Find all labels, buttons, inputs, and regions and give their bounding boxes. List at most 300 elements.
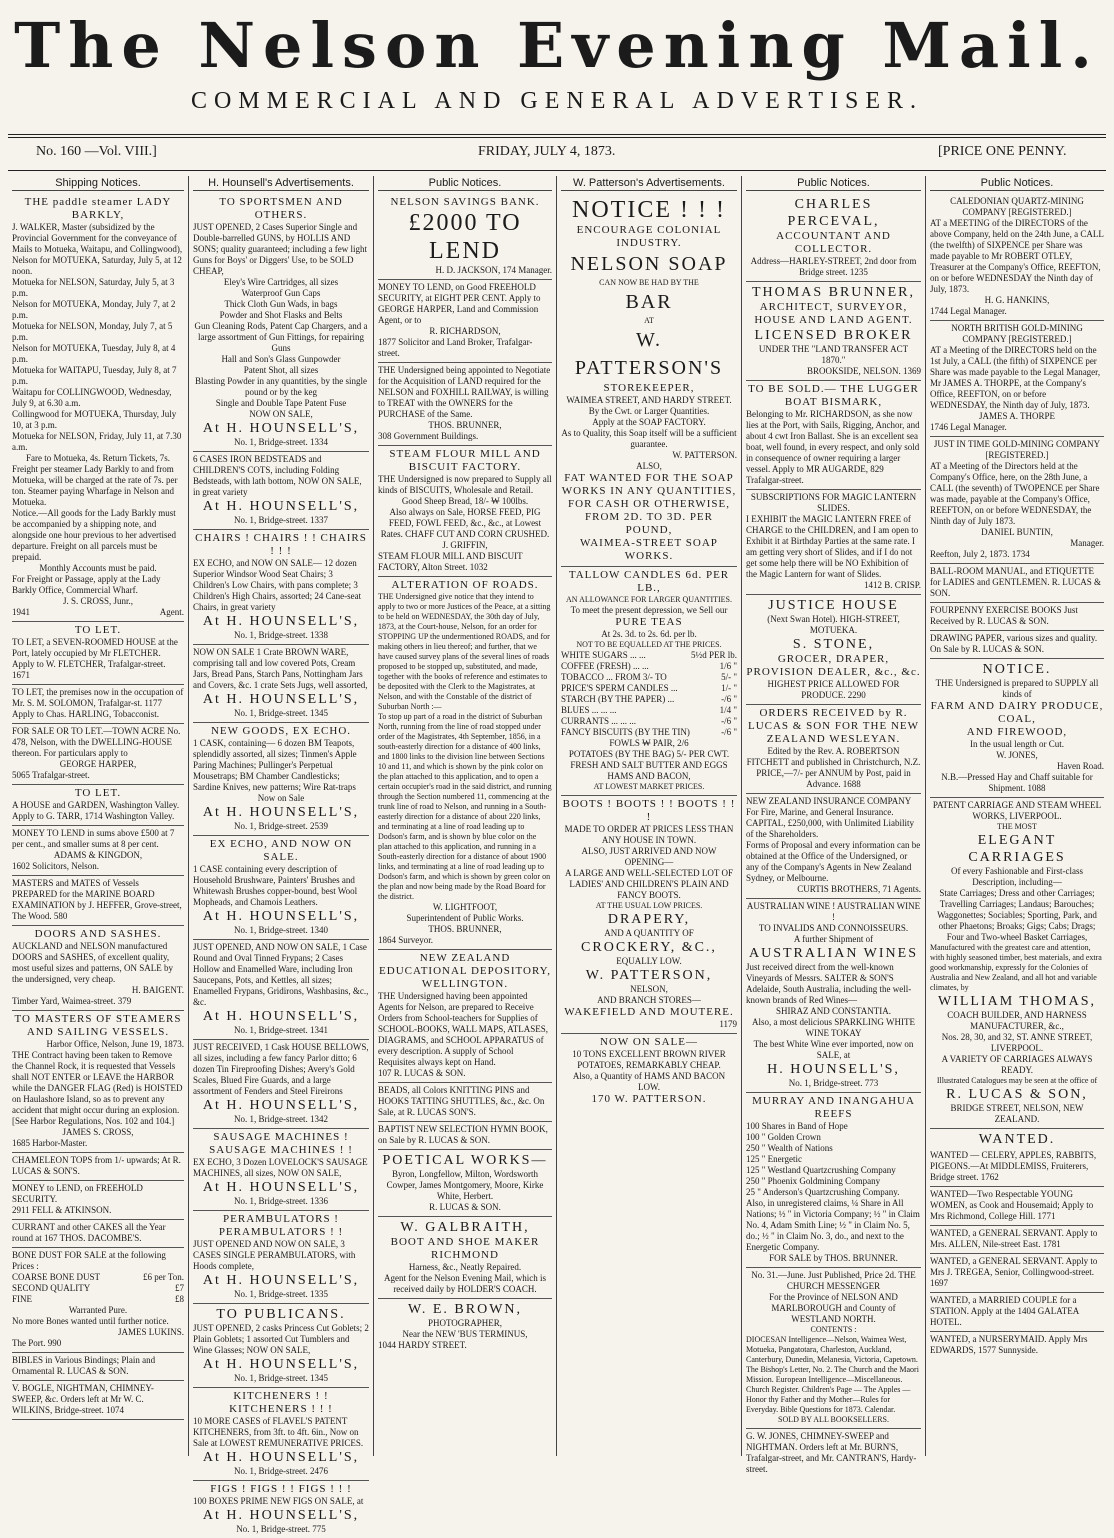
list-item: 100 " Golden Crown — [746, 1132, 821, 1142]
ad-line: The best White Wine ever imported, now on SALE, at — [753, 1039, 914, 1060]
ad-body: 10 MORE CASES of FLAVEL'S PATENT KITCHENERS, from 3ft. to 4ft. 6in., Now on Sale at LOWEST REMUNERATIVE PRICES. — [193, 1416, 364, 1448]
ad-line: AN ALLOWANCE FOR LARGER QUANTITIES. — [566, 595, 732, 604]
price-row: FINE £8 — [12, 1294, 184, 1304]
monthly: Monthly Accounts must be paid. — [39, 563, 157, 573]
ad-line: UNDER THE "LAND TRANSFER ACT 1870." — [758, 344, 909, 365]
ad-headline: W. PATTERSON'S — [574, 329, 724, 379]
ad-line: SHIRAZ AND CONSTANTIA. — [775, 1006, 892, 1016]
ad-line: In the usual length or Cut. — [970, 739, 1064, 749]
ad-body: JUST OPENED, 2 Cases Superior Single and Double-barrelled GUNS, by HOLLIS AND SONS; quality guaranteed; including a few light Guns for Boys' or Diggers' Use, to be SOLD CHEAP, — [193, 222, 367, 276]
sailing: Collingwood for MOTUEKA, Thursday, July 10, at 3 p.m. — [12, 409, 177, 430]
ad-frypans — [193, 940, 369, 1040]
ad-trade: BOOT AND SHOE MAKER — [390, 1236, 540, 1248]
ref: 1744 Legal Manager. — [930, 306, 1007, 316]
address: No. 1, Bridge-street. 1338 — [234, 630, 328, 640]
ad-money-lend — [378, 280, 552, 363]
ref: Timber Yard, Waimea-street. 379 — [12, 996, 132, 1006]
signature: FOR SALE by THOS. BRUNNER. — [769, 1253, 898, 1263]
ad-bogle — [12, 1381, 184, 1420]
address: No. 1, Bridge-street. 2539 — [234, 821, 328, 831]
ad-headline: AUSTRALIAN WINES — [748, 946, 918, 961]
ad-body: TO LET, a SEVEN-ROOMED HOUSE at the Port, lately occupied by Mr FLETCHER. Apply to W. FLETCHER, Trafalgar-street. 1671 — [12, 637, 178, 680]
wanted-item: WANTED — CELERY, APPLES, RABBITS, PIGEONS.—At MIDDLEMISS, Fruiterers, Bridge street. 1762 — [930, 1148, 1104, 1187]
sailing: Motueka for NELSON, Saturday, July 5, at 3 p.m. — [12, 277, 175, 298]
issue-price: [PRICE ONE PENNY. — [938, 144, 1067, 159]
address: No. 1, Bridge-street. 1336 — [234, 1196, 328, 1206]
column-patterson — [556, 176, 741, 1456]
column-public-notices-3 — [925, 176, 1108, 1456]
ref: 1864 Surveyor. — [378, 935, 433, 945]
ad-body: DIOCESAN Intelligence—Nelson, Waimea West, Motueka, Pangatotara, Charleston, Auckland, Canterbury, Dunedin, Melanesia, Victoria, Capetown. The Bishop's Letter, No. 2. The Church and the Maori Mission. European Intelligence—Miscellaneous. Church Register. Children's Page — The Apples — Honor thy Father and thy Mother—Rules for Everyday. Bible Questions for 1873. Calendar. — [746, 1335, 919, 1414]
ad-line: NELSON, — [630, 984, 668, 994]
signature: THOS. BRUNNER, — [428, 924, 502, 934]
ad-title: STEAM FLOUR MILL AND BISCUIT FACTORY. — [389, 448, 541, 473]
ad-body: BEADS, all Colors KNITTING PINS and HOOKS TATTING SHUTTLES, &c., &c. On Sale, at R. LUCAS SON'S. — [378, 1085, 545, 1117]
ad-address: (Next Swan Hotel). HIGH-STREET, MOTUEKA. — [767, 614, 900, 635]
ad-title: ORDERS RECEIVED by R. LUCAS & SON FOR THE NEW ZEALAND WESLEYAN. — [747, 707, 919, 745]
ad-body: V. BOGLE, NIGHTMAN, CHIMNEY-SWEEP, &c. Orders left at Mr W. C. WILKINS, Bridge-street. 1074 — [12, 1383, 154, 1415]
hounsell-name: At H. HOUNSELL'S, — [202, 1009, 360, 1024]
issue-number: No. 160 —Vol. VIII.] — [36, 144, 157, 159]
signature: W. PATTERSON. — [672, 450, 737, 460]
ad-bone-dust — [12, 1248, 184, 1353]
ad-title: AUSTRALIAN WINE ! AUSTRALIAN WINE ! — [746, 901, 921, 922]
ad-line: HIGHEST PRICE ALLOWED FOR PRODUCE. 2290 — [767, 679, 900, 700]
list-item: Patent Shot, all sizes — [243, 365, 319, 375]
hounsell-name: At H. HOUNSELL'S, — [202, 421, 360, 436]
list-item: 125 " Westland Quartzcrushing Company — [746, 1165, 896, 1175]
ad-line: TALLOW CANDLES 6d. PER LB., — [568, 569, 730, 594]
signature: 1412 B. CRISP. — [863, 580, 921, 590]
ad-harbor — [12, 1011, 184, 1153]
ad-money — [12, 826, 184, 876]
signature: THOS. BRUNNER, — [428, 420, 502, 430]
ad-line: AT LOWEST MARKET PRICES. — [593, 782, 705, 791]
ad-exercise — [930, 603, 1104, 631]
ad-title: PERAMBULATORS ! PERAMBULATORS ! ! — [218, 1213, 344, 1238]
ad-title: WANTED. — [978, 1132, 1056, 1147]
ad-line: To meet the present depression, we Sell our — [570, 605, 728, 615]
ad-reefs — [746, 1093, 921, 1268]
hounsell-name: At H. HOUNSELL'S, — [202, 614, 360, 629]
signature: JAMES LUKINS. — [117, 1327, 184, 1337]
ad-title: THOMAS BRUNNER, — [751, 285, 915, 300]
ad-body: MONEY to LEND, on FREEHOLD SECURITY. — [12, 1183, 143, 1204]
ad-title: NORTH BRITISH GOLD-MINING COMPANY [REGISTERED.] — [951, 323, 1083, 344]
ad-date: Harbor Office, Nelson, June 19, 1873. — [46, 1039, 184, 1049]
ad-title: THE paddle steamer LADY BARKLY, — [24, 196, 172, 221]
ad-line: BOOTS ! BOOTS ! ! BOOTS ! ! ! — [562, 798, 736, 823]
ad-title: TO LET. — [74, 624, 122, 636]
hounsell-name: At H. HOUNSELL'S, — [202, 692, 360, 707]
warranted: Warranted Pure. — [68, 1305, 128, 1315]
signature: ADAMS & KINGDON, — [53, 850, 143, 860]
ad-title: TO SPORTSMEN AND OTHERS. — [219, 196, 343, 221]
signature: H. BAIGENT. — [131, 985, 184, 995]
ad-line: CAN NOW BE HAD BY THE — [599, 278, 699, 287]
signature: W. LIGHTFOOT, — [432, 902, 498, 912]
ad-headline: ELEGANT CARRIAGES — [968, 833, 1066, 865]
signature: W. JONES, — [996, 750, 1038, 760]
ad-body: JUST OPENED AND NOW ON SALE, 3 CASES SINGLE PERAMBULATORS, with Hoods complete, — [193, 1239, 356, 1271]
ad-body: NOW ON SALE 1 Crate BROWN WARE, comprising tall and low covered Pots, Cream Jars, Bread Pans, Starch Pans, Nottingham Jars and Covers, &c. 1 crate Sets Jugs, well assorted, — [193, 647, 368, 690]
ad-line: Also, a Quantity of HAMS AND BACON LOW. — [572, 1071, 726, 1092]
ad-body: THE Undersigned being appointed to Negotiate for the Acquisition of LAND required for the NELSON and FOXHILL RAILWAY, is willing to TREAT with the OWNERS for the PURCHASE of the Same. — [378, 365, 551, 419]
ad-body: Forms of Proposal and every information can be obtained at the Office of the Undersigned, or any of the Company's Agents in New Zealand Sydney, or Melbourne. — [746, 840, 921, 883]
dateline — [0, 144, 1114, 166]
ad-body: MONEY TO LEND in sums above £500 at 7 per cent., and smaller sums at 8 per cent. — [12, 828, 175, 849]
list-item: Hall and Son's Glass Gunpowder — [221, 354, 341, 364]
ref: 1941 — [12, 607, 30, 617]
ad-title: NEW ZEALAND EDUCATIONAL DEPOSITORY, WELLINGTON. — [379, 952, 551, 990]
ad-body: AT a Meeting of the Directors held at the Company's Office, here, on the 28th June, a CALL (the seventh) of TWOPENCE per Share was made, payable at the Company's Office, REEFTON, on or before WEDNESDAY, the Ninth day of July 1873. — [930, 461, 1100, 526]
ad-headline: R. LUCAS & SON, — [946, 1087, 1088, 1102]
ad-brushware — [193, 836, 369, 940]
ad-title: PATENT CARRIAGE AND STEAM WHEEL WORKS, LIVERPOOL. — [932, 800, 1102, 821]
ad-body: THE Undersigned is prepared to SUPPLY all kinds of — [935, 678, 1099, 699]
ref: 1602 Solicitors, Nelson. — [12, 861, 99, 871]
ad-title: TO BE SOLD.— THE LUGGER BOAT BISMARK, — [748, 383, 919, 408]
ad-to-let-2 — [12, 685, 184, 724]
ad-line: POTATOES (BY THE BAG) 5/- PER CWT. — [568, 749, 730, 759]
ad-bedsteads — [193, 452, 369, 530]
address: No. 1, Bridge-street. 1334 — [234, 437, 328, 447]
ad-soap — [561, 194, 737, 567]
ad-body: 100 BOXES PRIME NEW FIGS ON SALE, at — [193, 1496, 364, 1506]
ad-line: 10 TONS EXCELLENT BROWN RIVER POTATOES, REMARKABLY CHEAP. — [572, 1049, 726, 1070]
ad-title: NEW GOODS, EX ECHO. — [210, 725, 352, 737]
newspaper-title: The Nelson Evening Mail. — [14, 9, 1100, 82]
ad-line: A LARGE AND WELL-SELECTED LOT OF LADIES' AND CHILDREN'S PLAIN AND FANCY BOOTS. — [565, 868, 733, 900]
ad-just-in-time — [930, 437, 1104, 564]
ref: 1877 Solicitor and Land Broker, Trafalgar-street. — [378, 337, 533, 358]
list-item: Single and Double Tape Patent Fuse — [215, 398, 347, 408]
ad-title: JUSTICE HOUSE — [768, 598, 899, 613]
ad-line: ALSO, — [636, 461, 662, 471]
ad-trade: ARCHITECT, SURVEYOR, HOUSE AND LAND AGENT. — [754, 301, 913, 326]
signature: R. LUCAS & SON. — [429, 1202, 501, 1212]
ad-body: PRICE,—7/- per ANNUM by Post, paid in Advance. 1688 — [756, 768, 911, 789]
ad-line: BRIDGE STREET, NELSON, NEW ZEALAND. — [950, 1103, 1084, 1124]
ad-north-british — [930, 321, 1104, 437]
hounsell-name: At H. HOUNSELL'S, — [202, 1098, 360, 1113]
apply: For Freight or Passage, apply at the Lady Barkly Office, Commercial Wharf. — [12, 574, 161, 595]
signature: Manager. — [1070, 538, 1104, 548]
ad-headline: WILLIAM THOMAS, — [937, 994, 1097, 1009]
ad-masters — [12, 876, 184, 926]
ad-line: THE MOST — [997, 822, 1037, 831]
ad-to-let — [12, 622, 184, 685]
signature: H. G. HANKINS, — [984, 295, 1050, 305]
ad-caledonian — [930, 194, 1104, 321]
column-hounsell — [188, 176, 373, 1534]
ad-line: SOLD BY ALL BOOKSELLERS. — [778, 1415, 889, 1424]
ad-perambulators — [193, 1211, 369, 1304]
sailing: Motueka for NELSON, Friday, July 11, at 7.30 a.m. — [12, 431, 182, 452]
column-heading: Shipping Notices. — [12, 176, 184, 191]
ref: 1179 — [719, 1019, 737, 1029]
ad-line: By the Cwt. or Larger Quantities. — [588, 406, 710, 416]
list-item: Blasting Powder in any quantities, by the single pound or by the keg — [195, 376, 367, 397]
freight: Freight per steamer Lady Barkly to and from Motueka, will be charged at the rate of 7s. per ton. Steamer paying Wharfage in Nelson and Motueka. — [12, 464, 178, 507]
ad-publicans — [193, 1304, 369, 1388]
ad-body: JUST RECEIVED, 1 Cask HOUSE BELLOWS, all sizes, including a few fancy Parlor ditto; 6 dozen Tin Fireproofing Dishes; Avery's Gold Scales, Blued Fire Guards, and a large assortment of Fenders and Steel Fireirons — [193, 1042, 369, 1096]
ad-body: A HOUSE and GARDEN, Washington Valley. Apply to G. TARR, 1714 Washington Valley. — [12, 800, 180, 821]
ad-body: BALL-ROOM MANUAL, and ETIQUETTE for LADIES and GENTLEMEN. R. LUCAS & SON. — [930, 566, 1101, 598]
ad-body: MONEY TO LEND, on Good FREEHOLD SECURITY, at EIGHT PER CENT. Apply to GEORGE HARPER, Land and Commission Agent, or to — [378, 282, 541, 325]
ad-kitcheners — [193, 1388, 369, 1481]
column-public-notices — [373, 176, 556, 1456]
ad-address: Haven Road. — [1057, 761, 1104, 771]
ref: 308 Government Buildings. — [378, 431, 479, 441]
signature: 170 W. PATTERSON. — [591, 1093, 707, 1105]
ad-line: WAIMEA STREET, AND HARDY STREET. — [566, 395, 732, 405]
ad-potatoes — [561, 1034, 737, 1109]
ref: Reefton, July 2, 1873. 1734 — [930, 549, 1030, 559]
ad-body: CURRANT and other CAKES all the Year round at 167 THOS. DACOMBE'S. — [12, 1222, 166, 1243]
ad-body: Also always on Sale, HORSE FEED, PIG FEED, FOWL FEED, &c., &c., at Lowest Rates. CHAFF CUT AND CORN CRUSHED. — [380, 507, 550, 539]
ad-body: Agent for the Nelson Evening Mail, which is received daily by HOLDER'S COACH. — [384, 1273, 546, 1294]
ad-body: CHAMELEON TOPS from 1/- upwards; At R. LUCAS & SON'S. — [12, 1155, 181, 1176]
ad-house — [12, 785, 184, 826]
ad-hymn — [378, 1122, 552, 1150]
ad-produce — [930, 659, 1104, 798]
ad-line: FROM 2D. TO 3D. PER POUND, — [584, 511, 713, 536]
ad-sausage — [193, 1129, 369, 1211]
signature: JAMES S. CROSS, — [62, 1127, 134, 1137]
ad-line: COAL, — [998, 713, 1036, 725]
ref: BROOKSIDE, NELSON. 1369 — [806, 366, 921, 376]
now-on-sale: Now on Sale — [257, 793, 305, 803]
column-heading: Public Notices. — [378, 176, 552, 191]
price-row: FANCY BISCUITS (BY THE TIN) -/6 " — [561, 727, 737, 737]
newspaper-subtitle: COMMERCIAL AND GENERAL ADVERTISER. — [190, 88, 924, 114]
ad-line: Nos. 28, 30, and 32, ST. ANNE STREET, LIVERPOOL. — [941, 1032, 1093, 1053]
ad-line: FRESH AND SALT BUTTER AND EGGS — [570, 760, 728, 770]
signature: H. D. JACKSON, 174 Manager. — [435, 265, 552, 275]
price-row: COFFEE (FRESH) ... ... 1/6 " — [561, 661, 737, 671]
ad-brown-ware — [193, 645, 369, 723]
ad-title: CHARLES PERCEVAL, — [787, 197, 880, 229]
note: No more Bones wanted until further notice. — [12, 1316, 169, 1326]
ad-body: Also, in unregistered claims, ¼ Share in All Nations; ½ " in Victoria Company; ½ " in Claim No. 4, Adam Smith Line; ½ " in Claim No. 5, do.; ½ " in Claim No. 3, do., and next to the Energetic Company. — [746, 1198, 920, 1252]
ad-body: Harness, &c., Neatly Repaired. — [408, 1262, 522, 1272]
ad-title: JUST IN TIME GOLD-MINING COMPANY [REGISTERED.] — [933, 439, 1101, 460]
ad-body: EX ECHO, and NOW ON SALE— 12 dozen Superior Windsor Wood Seat Chairs; 3 Children's Low Chairs, with pans complete; 3 Children's High Chairs, assorted; 24 Cane-seat Chairs, in great variety — [193, 558, 362, 612]
ad-flour-mill — [378, 446, 552, 577]
ad-for-sale — [12, 724, 184, 785]
ad-trade: ACCOUNTANT AND COLLECTOR. — [776, 230, 891, 255]
ref: 2911 FELL & ATKINSON. — [12, 1205, 112, 1215]
ad-body: JUST OPENED, 2 casks Princess Cut Goblets; 2 Plain Goblets; 1 assorted Cut Tumblers and Wine Glasses; NOW ON SALE, — [193, 1323, 369, 1355]
ad-title: SUBSCRIPTIONS FOR MAGIC LANTERN SLIDES. — [750, 492, 917, 513]
masthead-rule — [8, 134, 1106, 135]
ad-insurance — [746, 794, 921, 899]
hounsell-name: At H. HOUNSELL'S, — [202, 499, 360, 514]
address: No. 1, Bridge-street. 1340 — [234, 925, 328, 935]
ad-line: N.B.—Pressed Hay and Chaff suitable for Shipment. 1088 — [941, 772, 1093, 793]
ref: 5065 Trafalgar-street. — [12, 770, 90, 780]
list-item: Thick Cloth Gun Wads, in bags — [224, 299, 338, 309]
ad-title: NOTICE. — [982, 662, 1052, 677]
ad-line: PURE TEAS — [615, 616, 683, 628]
wanted-item: WANTED, a GENERAL SERVANT. Apply to Mrs J. TREGEA, Senior, Collingwood-street. 1697 — [930, 1254, 1104, 1293]
ad-title: TO LET. — [74, 787, 122, 799]
ad-church-messenger — [746, 1268, 921, 1429]
price-row: SECOND QUALITY £7 — [12, 1283, 184, 1293]
ad-headline: BAR — [625, 291, 673, 313]
ad-ballroom — [930, 564, 1104, 603]
ad-trade: GROCER, DRAPER, PROVISION DEALER, &c., &c. — [746, 653, 921, 678]
hounsell-name: At H. HOUNSELL'S, — [202, 1357, 360, 1372]
sailing: Nelson for MOTUEKA, Monday, July 7, at 2 p.m. — [12, 299, 176, 320]
list-item: Eley's Wire Cartridges, all sizes — [223, 277, 339, 287]
ad-body: EX ECHO, 3 Dozen LOVELOCK'S SAUSAGE MACHINES, all sizes, NOW ON SALE, — [193, 1157, 368, 1178]
ad-body: AT a MEETING of the DIRECTORS of the above Company, held on the 24th June, a CALL (the twelfth) of SIXPENCE per Share was made payable to Mr ROBERT OTLEY, Treasurer at the Company's Office, REEFTON, on or before WEDNESDAY the Ninth day of July, 1873. — [930, 218, 1104, 294]
signature: J. S. CROSS, Junr., — [62, 596, 134, 606]
ad-line: For the Province of NELSON AND MARLBOROUGH and County of WESTLAND NORTH. — [769, 1292, 898, 1324]
ad-line: ALSO, JUST ARRIVED AND NOW OPENING— — [581, 846, 717, 867]
ad-title: CHAIRS ! CHAIRS ! ! CHAIRS ! ! ! — [195, 532, 367, 557]
ad-wesleyan — [746, 705, 921, 794]
address: No. 1, Bridge-street. 1342 — [234, 1114, 328, 1124]
signature: R. RICHARDSON, — [429, 326, 501, 336]
ad-title: NELSON SAVINGS BANK. — [390, 196, 540, 208]
price-row: FOWLS ₩ PAIR, 2/6 — [609, 738, 689, 748]
ad-title: TO MASTERS OF STEAMERS AND SAILING VESSELS. — [14, 1013, 182, 1038]
address: No. 1, Bridge-street. 1345 — [234, 708, 328, 718]
hounsell-name: At H. HOUNSELL'S, — [202, 1180, 360, 1195]
address: No. 1, Bridge-street. 2476 — [234, 1466, 328, 1476]
ad-bibles — [12, 1353, 184, 1381]
ref: 107 R. LUCAS & SON. — [378, 1068, 466, 1078]
ad-candles — [561, 567, 737, 796]
ad-chameleon — [12, 1153, 184, 1181]
ad-title: S. STONE, — [792, 637, 875, 652]
ad-roads — [378, 577, 552, 950]
hounsell-name: At H. HOUNSELL'S, — [202, 909, 360, 924]
ad-railway-land — [378, 363, 552, 446]
ad-jones — [746, 1429, 921, 1478]
ad-brunner — [746, 282, 921, 381]
ad-line: Apply at the SOAP FACTORY. — [592, 417, 706, 427]
ad-line: AND BRANCH STORES— — [597, 995, 701, 1005]
columns — [8, 176, 1108, 1534]
sailing: Nelson for MOTUEKA, Tuesday, July 8, at 4 p.m. — [12, 343, 176, 364]
ad-body: MASTERS and MATES of Vessels PREPARED for the MARINE BOARD EXAMINATION by J. HEFFER, Grove-street, The Wood. 580 — [12, 878, 182, 921]
ad-title: EX ECHO, AND NOW ON SALE. — [209, 838, 353, 863]
ad-headline: £2000 TO LEND — [408, 210, 522, 264]
ad-title: MURRAY AND INANGAHUA REEFS — [752, 1095, 915, 1120]
signature: DANIEL BUNTIN, — [981, 527, 1053, 537]
address: No. 1, Bridge-street. 1335 — [234, 1289, 328, 1299]
signature: Superintendent of Public Works. — [406, 913, 524, 923]
list-item: Waterproof Gun Caps — [241, 288, 321, 298]
ad-headline: W. PATTERSON, — [585, 968, 713, 983]
ad-depository — [378, 950, 552, 1083]
ref: The Port. 990 — [12, 1338, 62, 1348]
hounsell-name: At H. HOUNSELL'S, — [202, 1450, 360, 1465]
ad-body: THE Undersigned having been appointed Agents for Nelson, are prepared to Receive Orders from School-teachers for Supplies of SCHOOL-BOOKS, WALL MAPS, ATLASES, DIAGRAMS, and SCHOOL APPARATUS of every description. A supply of School Requisites always kept on Hand. — [378, 991, 549, 1067]
ad-headline: NOTICE ! ! ! — [572, 197, 726, 223]
column-heading: W. Patterson's Advertisements. — [561, 176, 737, 191]
ad-sportsmen — [193, 194, 369, 452]
ad-line: At 2s. 3d. to 2s. 6d. per lb. — [601, 629, 697, 639]
price-row: COARSE BONE DUST £6 per Ton. — [12, 1272, 184, 1282]
list-item: 250 " Wealth of Nations — [746, 1143, 833, 1153]
ad-body: 1 CASK, containing— 6 dozen BM Teapots, splendidly assorted, all sizes; Tinmen's Apple Paring Machines; Pullinger's Perpetual Mousetraps; BM Chamber Candlesticks; Sardine Knives, new patterns; Wire Rat-traps — [193, 738, 357, 792]
ad-title: ALTERATION OF ROADS. — [391, 579, 539, 591]
address: No. 1, Bridge-street. 1345 — [234, 1373, 328, 1383]
ad-carriages — [930, 798, 1104, 1129]
ad-savings-bank — [378, 194, 552, 280]
ad-line: LICENSED BROKER — [754, 328, 913, 343]
ad-photographer — [378, 1299, 552, 1354]
ad-line: AT THE USUAL LOW PRICES. — [595, 901, 703, 910]
ad-line: FARM AND DAIRY PRODUCE, — [930, 700, 1104, 712]
ad-line: A VARIETY OF CARRIAGES ALWAYS READY. — [941, 1054, 1093, 1075]
ad-title: FIGS ! FIGS ! ! FIGS ! ! ! — [210, 1483, 352, 1495]
ad-trade: PHOTOGRAPHER, — [427, 1318, 503, 1328]
ad-line: AND FIREWOOD, — [966, 726, 1068, 738]
ad-body: 6 CASES IRON BEDSTEADS and CHILDREN'S COTS, including Folding Bedsteads, with lath bottom, NOW ON SALE, in great variety — [193, 454, 362, 497]
ref: STEAM FLOUR MILL AND BISCUIT FACTORY, Alton Street. 1032 — [378, 551, 523, 572]
list-item: Powder and Shot Flasks and Belts — [219, 310, 343, 320]
ad-justice-house — [746, 595, 921, 705]
ad-line: Illustrated Catalogues may be seen at the office of — [936, 1076, 1098, 1085]
list-item: 250 " Phoenix Goldmining Company — [746, 1176, 881, 1186]
column-public-notices-2 — [741, 176, 925, 1474]
ad-body: 1 CASE containing every description of Household Brushware, Painters' Brushes and Whitewash Brushes copper-bound, best Wool Mopheads, and Chamois Leathers. — [193, 864, 358, 907]
ad-wanted — [930, 1129, 1104, 1362]
signature: CURTIS BROTHERS, 71 Agents. — [797, 884, 921, 894]
ad-body: Just received direct from the well-known Vineyards of Messrs. SALTER & SON'S Adelaide, South Australia, including the well-known brands of Red Wines— — [746, 962, 912, 1005]
ref: 1044 HARDY STREET. — [378, 1340, 467, 1350]
now-on-sale: NOW ON SALE, — [249, 409, 313, 419]
ad-body: Byron, Longfellow, Milton, Wordsworth Cowper, James Montgomery, Moore, Kirke White, Herbert. — [386, 1169, 544, 1201]
ad-headline: DRAPERY, — [607, 912, 691, 927]
ad-title: No. 31.—June. Just Published, Price 2d. THE CHURCH MESSENGER — [751, 1270, 916, 1291]
ad-perceval — [746, 194, 921, 282]
ad-title: CALEDONIAN QUARTZ-MINING COMPANY [REGISTERED.] — [950, 196, 1084, 217]
price-row: CURRANTS ... ... ... -/6 " — [561, 716, 737, 726]
ad-line: CONTENTS : — [810, 1325, 857, 1334]
ad-body: G. W. JONES, CHIMNEY-SWEEP and NIGHTMAN. Orders left at Mr. BURN'S, Trafalgar-street, and Mr. CANTRAN'S, Hardy-street. — [746, 1431, 917, 1474]
ad-body: FOURPENNY EXERCISE BOOKS Just Received by R. LUCAS & SON. — [930, 605, 1078, 626]
ad-currant — [12, 1220, 184, 1248]
address: No. 1, Bridge-street. 1337 — [234, 515, 328, 525]
column-heading: Public Notices. — [746, 176, 921, 191]
list-item: 100 Shares in Band of Hope — [746, 1121, 848, 1131]
sailing: Nelson for MOTUEKA, Saturday, July 5, at 12 noon. — [12, 255, 182, 276]
ad-line: FAT WANTED FOR THE SOAP WORKS IN ANY QUANTITIES, FOR CASH OR OTHERWISE, — [561, 472, 737, 510]
list-item: 125 " Energetic — [746, 1154, 802, 1164]
ad-title: SAUSAGE MACHINES ! SAUSAGE MACHINES ! ! — [209, 1131, 353, 1156]
fare: Fare to Motueka, 4s. Return Tickets, 7s. — [26, 453, 170, 463]
ad-line: A further Shipment of — [793, 934, 874, 944]
ad-body: FOR SALE OR TO LET.—TOWN ACRE No. 478, Nelson, with the DWELLING-HOUSE thereon. For particulars apply to — [12, 726, 181, 758]
ad-title: BONE DUST FOR SALE at the following Prices : — [12, 1250, 166, 1271]
ad-line: COACH BUILDER, AND HARNESS MANUFACTURER, &c., — [947, 1010, 1087, 1031]
ad-title: KITCHENERS ! ! KITCHENERS ! ! ! — [229, 1390, 333, 1415]
list-item: 25 " Anderson's Quartzcrushing Company. — [746, 1187, 900, 1197]
ad-line: TO INVALIDS AND CONNOISSEURS. — [758, 923, 909, 933]
ad-chairs — [193, 530, 369, 645]
ad-wine — [746, 899, 921, 1093]
ref: 1746 Legal Manager. — [930, 422, 1007, 432]
list-item: Gun Cleaning Rods, Patent Cap Chargers, and a large assortment of Gun Fittings, for repairing Guns — [194, 321, 368, 353]
price-row: PRICE'S SPERM CANDLES ... 1/- " — [561, 683, 737, 693]
